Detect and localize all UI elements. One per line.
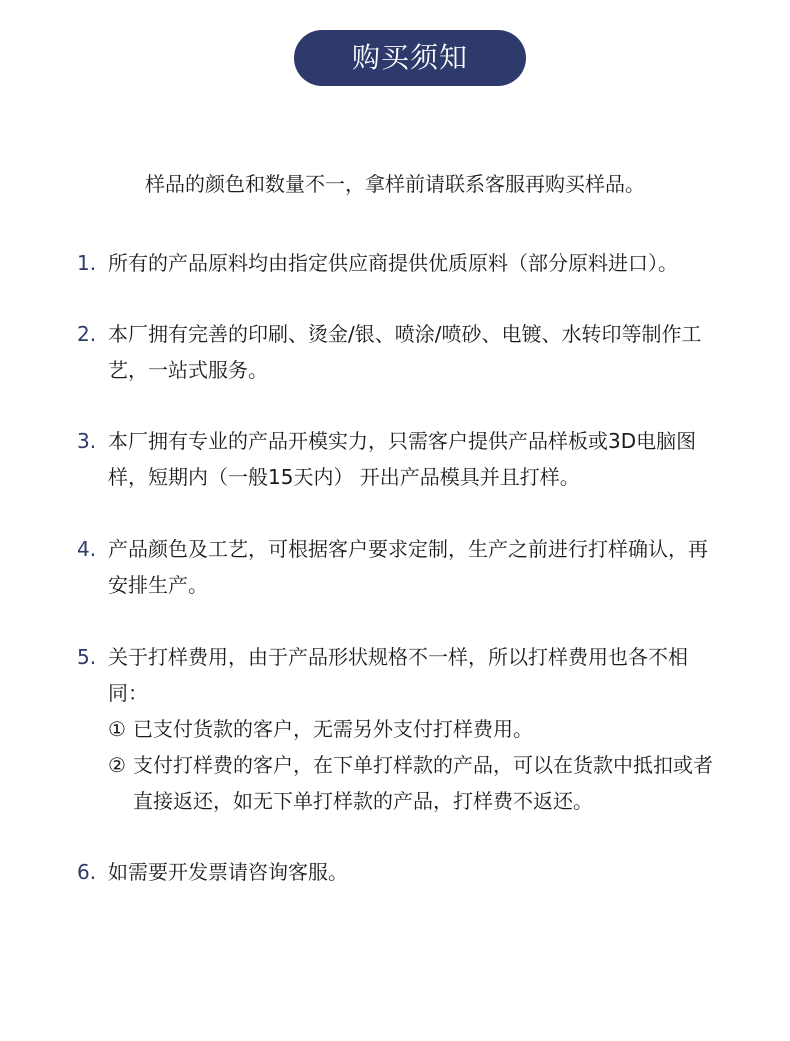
sub-item-marker: ② — [108, 753, 126, 777]
item-text: 产品颜色及工艺，可根据客户要求定制，生产之前进行打样确认，再安排生产。 — [108, 537, 708, 597]
intro-text: 样品的颜色和数量不一，拿样前请联系客服再购买样品。 — [145, 172, 645, 196]
page-title: 购买须知 — [294, 30, 526, 86]
notice-list — [77, 245, 727, 890]
item-body — [108, 639, 727, 819]
sub-item — [108, 747, 727, 819]
item-number: 3. — [77, 429, 97, 453]
list-item — [77, 316, 727, 388]
item-text: 本厂拥有完善的印刷、烫金/银、喷涂/喷砂、电镀、水转印等制作工艺，一站式服务。 — [108, 322, 702, 382]
item-number: 6. — [77, 860, 97, 884]
list-item — [77, 639, 727, 819]
sub-item — [108, 711, 727, 747]
item-number: 4. — [77, 537, 97, 561]
list-item — [77, 531, 727, 603]
sub-item-text: 支付打样费的客户，在下单打样款的产品，可以在货款中抵扣或者直接返还，如无下单打样款的产品，打样费不返还。 — [133, 753, 713, 813]
item-number: 1. — [77, 251, 97, 275]
item-text: 本厂拥有专业的产品开模实力，只需客户提供产品样板或3D电脑图样，短期内（一般15天内） 开出产品模具并且打样。 — [108, 429, 697, 489]
item-number: 5. — [77, 645, 97, 669]
item-text: 如需要开发票请咨询客服。 — [108, 860, 348, 884]
item-text: 所有的产品原料均由指定供应商提供优质原料（部分原料进口）。 — [108, 251, 678, 275]
item-number: 2. — [77, 322, 97, 346]
sub-item-marker: ① — [108, 717, 126, 741]
item-text: 关于打样费用，由于产品形状规格不一样，所以打样费用也各不相同： — [108, 645, 688, 705]
list-item — [77, 423, 727, 495]
list-item — [77, 245, 727, 281]
list-item — [77, 854, 727, 890]
sub-item-text: 已支付货款的客户，无需另外支付打样费用。 — [133, 717, 533, 741]
